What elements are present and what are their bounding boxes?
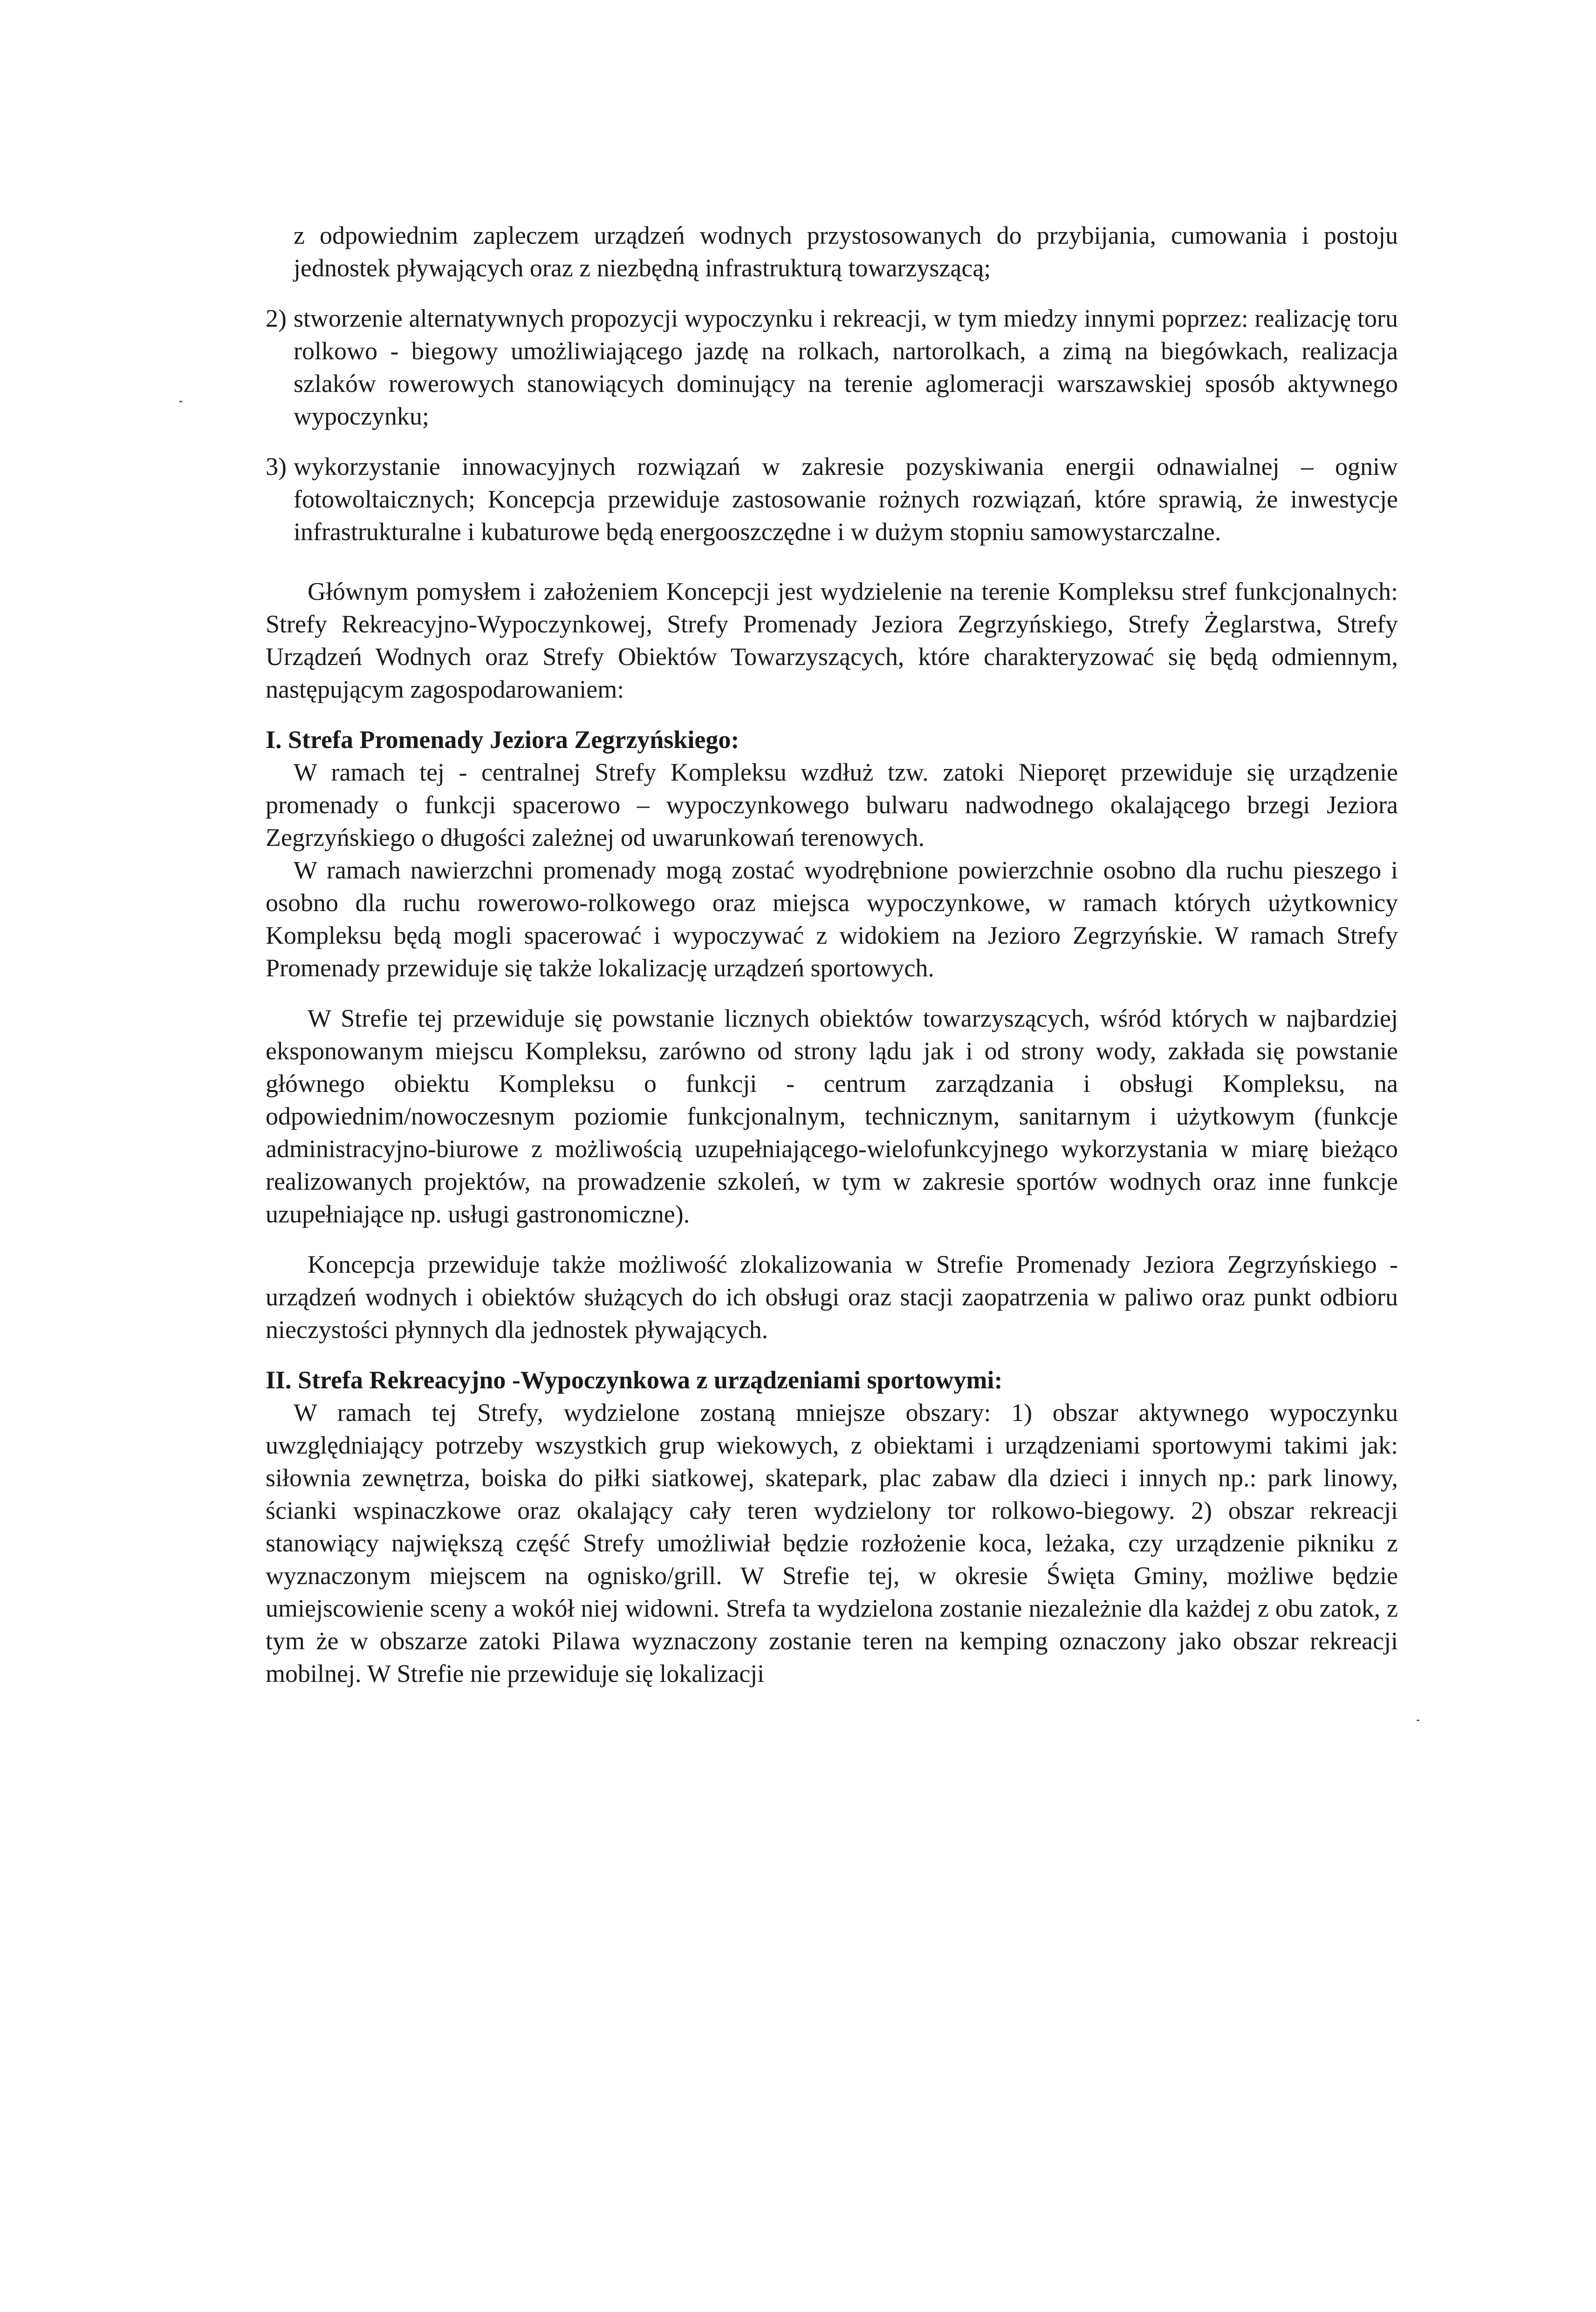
list-item-text: wykorzystanie innowacyjnych rozwiązań w zakresie pozyskiwania energii odnawialnej – ogniw fotowoltaicznych; Koncepcja przewiduje zastosowanie rożnych rozwiązań, które sprawią, że inwestycje infrastrukturalne i kubaturowe będą energooszczędne i w dużym stopniu samowystarczalne.: [294, 453, 1398, 546]
section-1-paragraph-4: Koncepcja przewiduje także możliwość zlokalizowania w Strefie Promenady Jeziora Zegrzyńskiego - urządzeń wodnych i obiektów służących do ich obsługi oraz stacji zaopatrzenia w paliwo oraz punkt odbioru nieczystości płynnych dla jednostek pływających.: [266, 1250, 1398, 1344]
section-1-heading: I. Strefa Promenady Jeziora Zegrzyńskiego:: [266, 726, 740, 754]
document-page: [266, 219, 1398, 1690]
section-2-paragraph-1: W ramach tej Strefy, wydzielone zostaną mniejsze obszary: 1) obszar aktywnego wypoczynku uwzględniający potrzeby wszystkich grup wiekowych, z obiektami i urządzeniami sportowymi takimi jak: siłownia zewnętrza, boiska do piłki siatkowej, skatepark, plac zabaw dla dzieci i innych np.: park linowy, ścianki wspinaczkowe oraz okalający cały teren wydzielony tor rolkowo-biegowy. 2) obszar rekreacji stanowiący największą część Strefy umożliwiał będzie rozłożenie koca, leżaka, czy urządzenie pikniku z wyznaczonym miejscem na ognisko/grill. W Strefie tej, w okresie Święta Gminy, możliwe będzie umiejscowienie sceny a wokół niej widowni. Strefa ta wydzielona zostanie niezależnie dla każdej z obu zatok, z tym że w obszarze zatoki Pilawa wyznaczony zostanie teren na kemping oznaczony jako obszar rekreacji mobilnej. W Strefie nie przewiduje się lokalizacji: [266, 1399, 1398, 1688]
list-number: 2): [266, 304, 287, 332]
list-item-3: [266, 450, 1398, 548]
continuation-paragraph: z odpowiednim zapleczem urządzeń wodnych przystosowanych do przybijania, cumowania i postoju jednostek pływających oraz z niezbędną infrastrukturą towarzyszącą;: [294, 221, 1398, 282]
list-number: 3): [266, 453, 287, 480]
scan-speck: [1417, 1720, 1419, 1721]
section-1-paragraph-2: W ramach nawierzchni promenady mogą zostać wyodrębnione powierzchnie osobno dla ruchu pieszego i osobno dla ruchu rowerowo-rolkowego oraz miejsca wypoczynkowe, w ramach których użytkownicy Kompleksu będą mogli spacerować i wypoczywać z widokiem na Jezioro Zegrzyńskie. W ramach Strefy Promenady przewiduje się także lokalizację urządzeń sportowych.: [266, 856, 1398, 982]
section-1-paragraph-1: W ramach tej - centralnej Strefy Kompleksu wzdłuż tzw. zatoki Nieporęt przewiduje się urządzenie promenady o funkcji spacerowo – wypoczynkowego bulwaru nadwodnego okalającego brzegi Jeziora Zegrzyńskiego o długości zależnej od uwarunkowań terenowych.: [266, 758, 1398, 851]
section-1-paragraph-3: W Strefie tej przewiduje się powstanie licznych obiektów towarzyszących, wśród których w najbardziej eksponowanym miejscu Kompleksu, zarówno od strony lądu jak i od strony wody, zakłada się powstanie głównego obiektu Kompleksu o funkcji - centrum zarządzania i obsługi Kompleksu, na odpowiednim/nowoczesnym poziomie funkcjonalnym, technicznym, sanitarnym i użytkowym (funkcje administracyjno-biurowe z możliwością uzupełniającego-wielofunkcyjnego wykorzystania w miarę bieżąco realizowanych projektów, na prowadzenie szkoleń, w tym w zakresie sportów wodnych oraz inne funkcje uzupełniające np. usługi gastronomiczne).: [266, 1004, 1398, 1228]
list-item-text: stworzenie alternatywnych propozycji wypoczynku i rekreacji, w tym miedzy innymi poprzez: realizację toru rolkowo - biegowy umożliwiającego jazdę na rolkach, nartorolkach, a zimą na biegówkach, realizacja szlaków rowerowych stanowiących dominujący na terenie aglomeracji warszawskiej sposób aktywnego wypoczynku;: [294, 304, 1398, 430]
section-2-heading: II. Strefa Rekreacyjno -Wypoczynkowa z urządzeniami sportowymi:: [266, 1366, 1003, 1394]
list-item-2: [266, 302, 1398, 432]
intro-paragraph: Głównym pomysłem i założeniem Koncepcji jest wydzielenie na terenie Kompleksu stref funkcjonalnych: Strefy Rekreacyjno-Wypoczynkowej, Strefy Promenady Jeziora Zegrzyńskiego, Strefy Żeglarstwa, Strefy Urządzeń Wodnych oraz Strefy Obiektów Towarzyszących, które charakteryzować się będą odmiennym, następującym zagospodarowaniem:: [266, 577, 1398, 703]
scan-speck: [179, 401, 182, 402]
